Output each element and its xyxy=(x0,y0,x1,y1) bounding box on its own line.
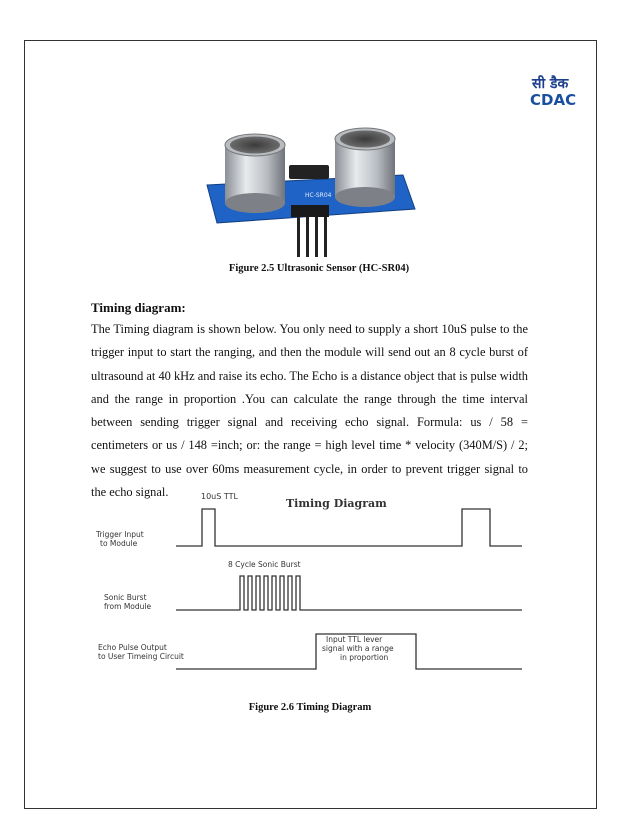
cdac-logo xyxy=(530,74,582,110)
logo-hindi-text: सी डैक xyxy=(532,76,569,92)
hc-sr04-sensor-photo xyxy=(205,123,417,258)
timing-diagram-title: Timing Diagram xyxy=(286,497,387,510)
board-label: HC-SR04 xyxy=(305,192,332,199)
burst-label: 8 Cycle Sonic Burst xyxy=(228,560,301,569)
echo-row-label-line1: Echo Pulse Output xyxy=(98,643,167,652)
trigger-row-label-line2: to Module xyxy=(100,539,138,548)
trigger-row-label-line1: Trigger Input xyxy=(96,530,144,539)
echo-label-line2: signal with a range xyxy=(322,644,394,653)
logo-latin-text: CDAC xyxy=(530,91,577,109)
figure-2-6-caption: Figure 2.6 Timing Diagram xyxy=(248,702,372,713)
echo-label-line1: Input TTL lever xyxy=(326,635,383,644)
sonic-row-label-line1: Sonic Burst xyxy=(104,593,147,602)
sonic-row-label-line2: from Module xyxy=(104,602,152,611)
section-heading: Timing diagram: xyxy=(91,300,186,315)
echo-label-line3: in proportion xyxy=(340,653,389,662)
section-body: The Timing diagram is shown below. You only need to supply a short 10uS pulse to the trigger input to start the ranging, and then the module will send out an 8 cycle burst of ultrasound at 40 kHz and raise its echo. The Echo is a distance object that is pulse width and the range in proportion .You can calculate the range through the time interval between sending trigger signal and receiving echo signal. Formula: us / 58 = centimeters or us / 148 =inch; or: the range = high level time * velocity (340M/S) / 2; we suggest to use over 60ms measurement cycle, in order to prevent trigger signal to the echo signal. xyxy=(91,322,528,500)
figure-2-5-caption: Figure 2.5 Ultrasonic Sensor (HC-SR04) xyxy=(228,263,410,274)
trigger-waveform xyxy=(176,509,522,546)
timing-diagram xyxy=(90,482,530,678)
sonic-burst-waveform xyxy=(176,576,522,610)
echo-row-label-line2: to User Timeing Circuit xyxy=(98,652,184,661)
pulse-label: 10uS TTL xyxy=(201,492,238,501)
